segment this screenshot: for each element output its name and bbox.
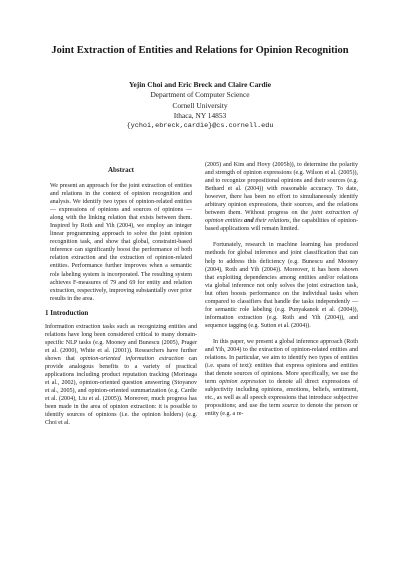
right-p1-text-a: (2005) and Kim and Hovy (2005b)), to determine the polarity and strength of opinion expressions (e.g. Wilson et al. (2005)), and to recognize propositional opinions and their sources (e.g. Bethard et al. (2004)) with reasonable accuracy. To date, however, there has been no effort to simultaneously identify arbitrary opinion expressions, their sources, and the relations between them. Without progress on the [205, 162, 358, 217]
intro-p1-text-a: Information extraction tasks such as recognizing entities and relations have long been considered critical to many domain-specific NLP tasks (e.g. Mooney and Bunescu (2005), Prager et al. (2000), White et al. (2001)). Researchers have further shown that [45, 323, 197, 362]
abstract-text: We present an approach for the joint extraction of entities and relations in the context of opinion recognition and analysis. We identify two types of opinion-related entities — expressions of opinions and sources of opinions — along with the linking relation that exists between them. Inspired by Roth and Yih (2004), we employ an integer linear programming approach to solve the joint opinion recognition task, and show that global, constraint-based inference can significantly boost the performance of both relation extraction and the extraction of opinion-related entities. Performance further improves when a semantic role labeling system is incorporated. The resulting system achieves F-measures of 79 and 69 for entity and relation extraction, respectively, improving substantially over prior results in the area. [50, 183, 192, 302]
abstract-heading: Abstract [107, 166, 135, 174]
intro-paragraph-1 [45, 323, 197, 428]
left-column [45, 161, 197, 427]
right-p3-emphasis-d: source [282, 403, 299, 410]
author-names: Yejin Choi and Eric Breck and Claire Cardie [129, 80, 271, 89]
affiliation-department: Department of Computer Science [150, 90, 250, 100]
right-p3-text-c: to denote all direct expressions of subjectivity including opinions, emotions, beliefs, sentiment, etc., as well as all speech expressions that introduce subjective propositions; and use the term [205, 379, 358, 410]
affiliation-university: Cornell University [172, 100, 228, 110]
right-column [205, 161, 358, 418]
affiliation-address: Ithaca, NY 14853 [173, 110, 227, 120]
right-p1-emphasis-d: their relations [255, 218, 290, 225]
author-block [60, 80, 340, 131]
right-p3-text-e: to denote the person or entity (e.g. a re- [205, 403, 358, 418]
right-p1-emphasis-c: and [242, 218, 256, 225]
intro-paragraph-1-continued [205, 161, 358, 233]
intro-paragraph-3 [205, 338, 358, 418]
intro-paragraph-2: Fortunately, research in machine learning has produced methods for global inference and joint classification that can help to address this deficiency (e.g. Bunescu and Mooney (2004), Roth and Yih (2004)). Moreover, it has been shown that exploiting dependencies among entities and/or relations via global inference not only solves the joint extraction task, but often boosts performance on the individual tasks when compared to classifiers that handle the tasks independently — for semantic role labeling (e.g. Punyakanok et al. (2004)), information extraction (e.g. Roth and Yih (2004)), and sequence tagging (e.g. Sutton et al. (2004)). [205, 242, 358, 329]
paper-title: Joint Extraction of Entities and Relations for Opinion Recognition [51, 45, 349, 56]
right-p1-text-e: , the capabilities of opinion-based applications will remain limited. [205, 218, 358, 233]
right-p1-emphasis-b: joint extraction of opinion entities [205, 210, 358, 225]
intro-p1-text-c: can provide analogous benefits to a variety of practical applications including product reputation tracking (Morinaga et al., 2002), opinion-oriented question answering (Stoyanov et al., 2005), and opinion-oriented summarization (e.g. Cardie et al. (2004), Liu et al. (2005)). Moreover, much progress has been made in the area of opinion extraction: it is possible to identify sources of opinions (i.e. the opinion holders) (e.g. Choi et al. [45, 355, 198, 427]
section-heading-introduction: 1 Introduction [45, 308, 89, 317]
intro-p1-emphasis: opinion-oriented information extraction [79, 355, 184, 362]
right-p3-emphasis-b: opinion expression [219, 379, 267, 386]
author-email: {ychoi,ebreck,cardie}@cs.cornell.edu [126, 122, 274, 131]
right-p3-text-a: In this paper, we present a global inference approach (Roth and Yih, 2004) to the extraction of opinion-related entities and relations. In particular, we aim to identify two types of entities (i.e. spans of text): entities that express opinions and entities that denote sources of opinions. More specifically, we use the term [205, 338, 358, 386]
